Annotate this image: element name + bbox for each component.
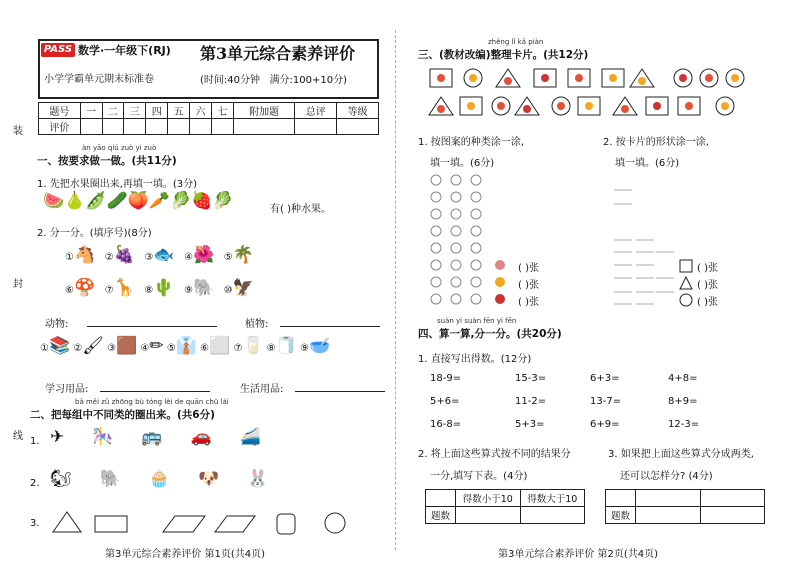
cabbage-icon: 🥬 — [170, 191, 192, 211]
grapes-icon: 🍇 — [113, 245, 135, 265]
vehicle-row — [50, 428, 390, 446]
cylinder-icon — [277, 514, 295, 534]
peach-icon: 🍑 — [127, 191, 149, 211]
question: 3. 如果把上面这些算式分成两类, — [608, 449, 754, 460]
strawberry-icon: 🍓 — [191, 191, 213, 211]
result-table-2: 题数 — [605, 489, 765, 524]
fruit-row — [43, 192, 273, 210]
equation[interactable]: 5+6= — [430, 396, 460, 407]
row-number: 2. — [30, 478, 40, 489]
page-title: 第3单元综合素养评价 — [200, 44, 356, 63]
parallelogram-icon — [163, 516, 205, 532]
score-table: 题号 一 二 三 四 五 六 七 附加题 总评 等级 评价 — [38, 102, 379, 135]
answer-cell[interactable] — [636, 490, 701, 507]
section-title: 二、把每组中不同类的圈出来。(共6分) — [30, 409, 215, 421]
brush-icon: 🖌 — [82, 336, 104, 356]
label-daily: 生活用品: — [240, 384, 284, 395]
elephant-icon: 🐘 — [99, 469, 149, 489]
mushroom-icon: 🍄 — [73, 278, 96, 298]
pear-icon: 🍐 — [64, 191, 86, 211]
section-title: 一、按要求做一做。(共11分) — [37, 155, 177, 167]
beans-icon: 🫛 — [85, 191, 107, 211]
bird-icon: 🦅 — [232, 278, 254, 298]
equation[interactable]: 12-3= — [668, 419, 700, 430]
equation[interactable]: 18-9= — [430, 373, 462, 384]
airplane-icon: ✈ — [50, 427, 93, 447]
label-plants: 植物: — [245, 319, 269, 330]
row-number: 3. — [30, 518, 40, 529]
question: 1. 直接写出得数。(12分) — [418, 354, 532, 365]
items-row-1: ①🐴 ②🍇 ③🐟 ④🌺 ⑤🌴 — [65, 245, 254, 265]
items-row-3: ①📚 ②🖌 ③🟫 ④✏ ⑤👔 ⑥⬜ ⑦🥛 ⑧🧻 ⑨🥣 — [40, 336, 331, 356]
margin-label: 线 — [13, 431, 23, 442]
pinyin: àn yāo qiú zuò yi zuò — [82, 144, 157, 152]
pinyin: bǎ měi zǔ zhōng bù tóng lèi de quān chū lái — [75, 398, 229, 406]
cake-icon: 🧁 — [148, 469, 198, 489]
label-study: 学习用品: — [45, 384, 89, 395]
count-blank[interactable]: ( )张 — [697, 263, 718, 274]
eraser-icon: ⬜ — [209, 336, 231, 356]
shirt-icon: 👔 — [175, 336, 197, 356]
equation[interactable]: 5+3= — [515, 419, 545, 430]
fish-icon: 🐟 — [153, 245, 175, 265]
shape-row — [45, 508, 385, 536]
leaf-icon: 🥬 — [212, 191, 234, 211]
horse-icon: 🐴 — [73, 245, 96, 265]
footer-right: 第3单元综合素养评价 第2页(共4页) — [498, 549, 659, 560]
equation[interactable]: 13-7= — [590, 396, 622, 407]
circle-icon — [325, 513, 345, 533]
question: 2. 按卡片的形状涂一涂, — [603, 137, 709, 148]
count-blank[interactable]: ( )张 — [518, 263, 539, 274]
answer-cell[interactable] — [520, 507, 585, 524]
equation[interactable]: 11-2= — [515, 396, 547, 407]
book-icon: 📚 — [48, 336, 71, 356]
equation[interactable]: 4+8= — [668, 373, 698, 384]
count-blank[interactable]: ( )张 — [518, 297, 539, 308]
subject: 数学·一年级下(RJ) — [78, 44, 171, 57]
tally-chart-pattern — [428, 170, 518, 308]
rabbit-icon: 🐰 — [247, 469, 297, 489]
sharpener-icon: 🟫 — [116, 336, 138, 356]
triangle-icon — [53, 512, 81, 532]
equation[interactable]: 6+9= — [590, 419, 620, 430]
footer-left: 第3单元综合素养评价 第1页(共4页) — [105, 549, 266, 560]
question: 2. 分一分。(填序号)(8分) — [37, 228, 152, 239]
result-table: 得数小于10 得数大于10 题数 — [425, 489, 585, 524]
section-title: 三、(教材改编)整理卡片。(共12分) — [418, 49, 589, 61]
count-blank[interactable]: ( )张 — [697, 297, 718, 308]
squirrel-icon: 🐿 — [50, 469, 100, 489]
rectangle-icon — [95, 516, 127, 532]
cactus-icon: 🌵 — [153, 278, 175, 298]
pinyin: zhěng lǐ kǎ piàn — [488, 38, 544, 46]
equation[interactable]: 6+3= — [590, 373, 620, 384]
count-blank[interactable]: ( )张 — [518, 280, 539, 291]
equation[interactable]: 15-3= — [515, 373, 547, 384]
cucumber-icon: 🥒 — [106, 191, 128, 211]
card-grid — [428, 67, 765, 121]
label-animals: 动物: — [45, 319, 69, 330]
fruit-blank: 有( )种水果。 — [270, 204, 331, 215]
answer-line[interactable] — [100, 391, 210, 392]
margin-label: 封 — [13, 279, 23, 290]
car-icon: 🚗 — [190, 427, 240, 447]
question: 2. 将上面这些算式按不同的结果分 — [418, 449, 571, 460]
tissue-icon: 🧻 — [275, 336, 297, 356]
train-icon: 🚄 — [239, 427, 289, 447]
logo: PASS — [41, 43, 75, 57]
question-cont: 填一填。(6分) — [430, 158, 495, 169]
giraffe-icon: 🦒 — [113, 278, 135, 298]
count-blank[interactable]: ( )张 — [697, 280, 718, 291]
windmill-icon: 🎠 — [92, 427, 142, 447]
time-info: (时间:40分钟 满分:100+10分) — [200, 75, 348, 86]
basin-icon: 🥣 — [309, 336, 331, 356]
series-name: 小学学霸单元期末标准卷 — [44, 74, 154, 85]
elephant-icon: 🐘 — [193, 278, 215, 298]
parallelogram-icon — [215, 516, 255, 532]
cup-icon: 🥛 — [242, 336, 264, 356]
bus-icon: 🚌 — [141, 427, 191, 447]
watermelon-icon: 🍉 — [43, 191, 65, 211]
answer-cell[interactable] — [700, 507, 765, 524]
answer-cell[interactable] — [700, 490, 765, 507]
answer-line[interactable] — [295, 391, 385, 392]
question: 1. 按图案的种类涂一涂, — [418, 137, 524, 148]
answer-line[interactable] — [280, 326, 380, 327]
margin-label: 装 — [13, 126, 23, 137]
answer-cell[interactable] — [456, 507, 521, 524]
flower-icon: 🌺 — [193, 245, 215, 265]
tally-chart-shape — [612, 180, 678, 306]
equation[interactable]: 8+9= — [668, 396, 698, 407]
radish-icon: 🥕 — [148, 191, 171, 211]
page-divider — [395, 30, 396, 550]
question-cont: 还可以怎样分? (4分) — [620, 471, 713, 482]
animal-row — [50, 470, 390, 488]
question: 1. 先把水果圈出来,再填一填。(3分) — [37, 179, 198, 190]
palm-tree-icon: 🌴 — [232, 245, 254, 265]
question-cont: 一分,填写下表。(4分) — [430, 471, 528, 482]
pinyin: suàn yi suàn fēn yi fēn — [437, 317, 517, 325]
equation[interactable]: 16-8= — [430, 419, 462, 430]
items-row-2: ⑥🍄 ⑦🦒 ⑧🌵 ⑨🐘 ⑩🦅 — [65, 278, 254, 298]
section-title: 四、算一算,分一分。(共20分) — [418, 328, 562, 340]
shape-legend — [678, 258, 696, 308]
dog-icon: 🐶 — [197, 469, 248, 489]
answer-line[interactable] — [87, 326, 217, 327]
pencil-icon: ✏ — [149, 336, 164, 356]
row-number: 1. — [30, 436, 40, 447]
answer-cell[interactable] — [636, 507, 701, 524]
question-cont: 填一填。(6分) — [615, 158, 680, 169]
